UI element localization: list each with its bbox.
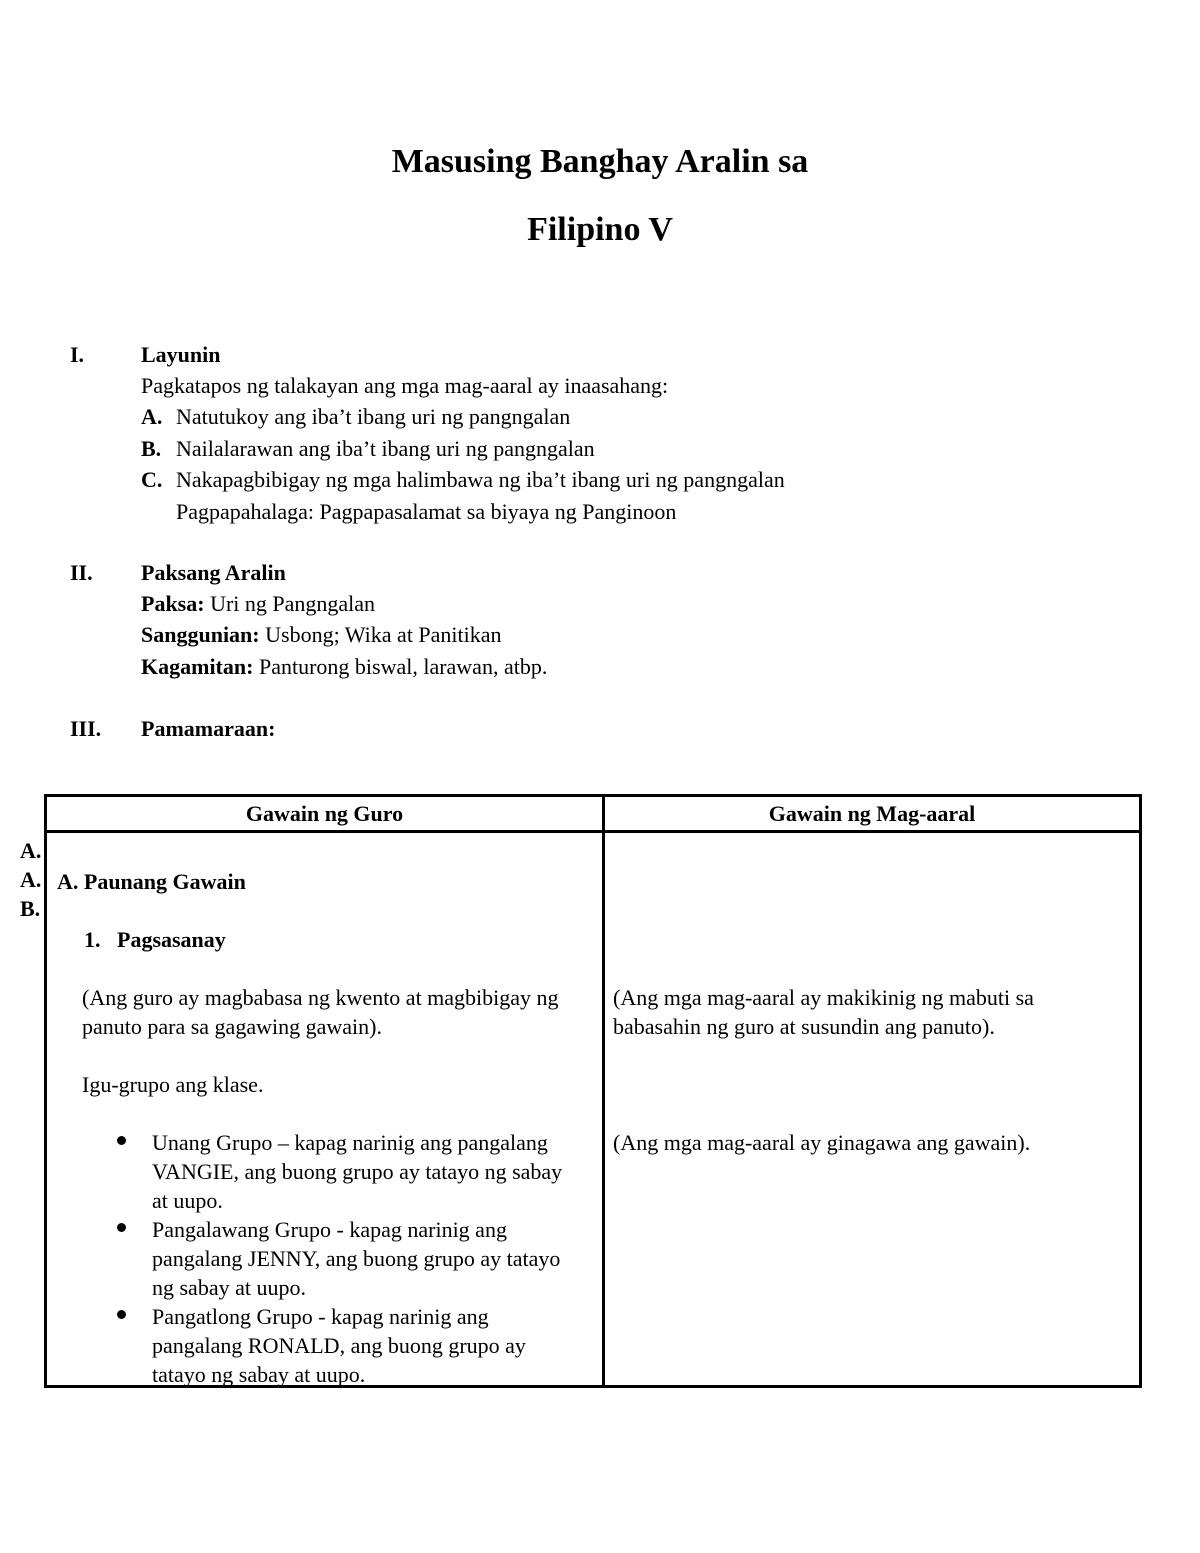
text-line: panuto para sa gagawing gawain). [82, 1014, 382, 1039]
text-line: at uupo. [152, 1188, 223, 1213]
materials-label: Kagamitan: [141, 654, 254, 679]
student-response [613, 983, 1135, 1041]
text-line: Pangatlong Grupo - kapag narinig ang [152, 1304, 489, 1329]
reference-line [141, 620, 502, 650]
step-title: Pagsasanay [117, 927, 226, 952]
text-line: (Ang guro ay magbabasa ng kwento at magbibigay ng [82, 985, 559, 1010]
objective-letter: A. [141, 404, 163, 429]
teacher-column-header: Gawain ng Guro [245, 801, 404, 826]
objective-letter: B. [141, 436, 162, 461]
text-line: Pangalawang Grupo - kapag narinig ang [152, 1217, 507, 1242]
group-item [152, 1128, 597, 1215]
section-2-numeral: II. [70, 560, 93, 585]
bullet-icon [117, 1223, 126, 1232]
section-1-numeral: I. [70, 342, 85, 367]
student-column-header: Gawain ng Mag-aaral [768, 801, 976, 826]
section-1-heading: Layunin [141, 342, 221, 367]
document-subtitle: Filipino V [527, 211, 673, 248]
objectives-intro: Pagkatapos ng talakayan ang mga mag-aaral ay inaasahang: [141, 373, 669, 398]
materials-value: Panturong biswal, larawan, atbp. [258, 654, 548, 679]
text-line: pangalang RONALD, ang buong grupo ay [152, 1333, 526, 1358]
materials-line [141, 652, 547, 682]
margin-marker: A. [20, 867, 42, 892]
group-item [152, 1302, 597, 1389]
text-line: (Ang mga mag-aaral ay makikinig ng mabuti sa [613, 985, 1034, 1010]
teacher-grouping: Igu-grupo ang klase. [82, 1072, 264, 1097]
values-note: Pagpapahalaga: Pagpapasalamat sa biyaya ng Panginoon [176, 499, 677, 524]
text-line: Unang Grupo – kapag narinig ang pangalang [152, 1130, 548, 1155]
text-line: babasahin ng guro at susundin ang panuto). [613, 1014, 995, 1039]
objective-text: Nakapagbibigay ng mga halimbawa ng iba’t ibang uri ng pangngalan [176, 467, 785, 492]
document-title: Masusing Banghay Aralin sa [391, 143, 809, 180]
step-number: 1. [84, 927, 101, 952]
text-line: ng sabay at uupo. [152, 1275, 306, 1300]
text-line: pangalang JENNY, ang buong grupo ay tatayo [152, 1246, 561, 1271]
text-line: tatayo ng sabay at uupo. [152, 1362, 366, 1387]
bullet-icon [117, 1136, 126, 1145]
procedure-table [44, 794, 1142, 1388]
part-heading: A. Paunang Gawain [57, 869, 246, 894]
reference-label: Sanggunian: [141, 622, 260, 647]
objective-text: Natutukoy ang iba’t ibang uri ng pangngalan [176, 404, 571, 429]
section-3-heading: Pamamaraan: [141, 716, 276, 741]
header-divider [47, 830, 1139, 833]
column-divider [602, 797, 605, 1385]
teacher-instruction [82, 983, 597, 1041]
student-response: (Ang mga mag-aaral ay ginagawa ang gawain). [613, 1130, 1031, 1155]
text-line: VANGIE, ang buong grupo ay tatayo ng sabay [152, 1159, 563, 1184]
section-2-heading: Paksang Aralin [141, 560, 286, 585]
reference-value: Usbong; Wika at Panitikan [265, 622, 502, 647]
section-3-numeral: III. [70, 716, 102, 741]
group-item [152, 1215, 597, 1302]
objective-text: Nailalarawan ang iba’t ibang uri ng pangngalan [176, 436, 595, 461]
topic-line [141, 589, 375, 619]
margin-marker: B. [20, 896, 41, 921]
bullet-icon [117, 1310, 126, 1319]
topic-value: Uri ng Pangngalan [210, 591, 376, 616]
topic-label: Paksa: [141, 591, 205, 616]
objective-letter: C. [141, 467, 163, 492]
margin-marker: A. [20, 838, 42, 863]
